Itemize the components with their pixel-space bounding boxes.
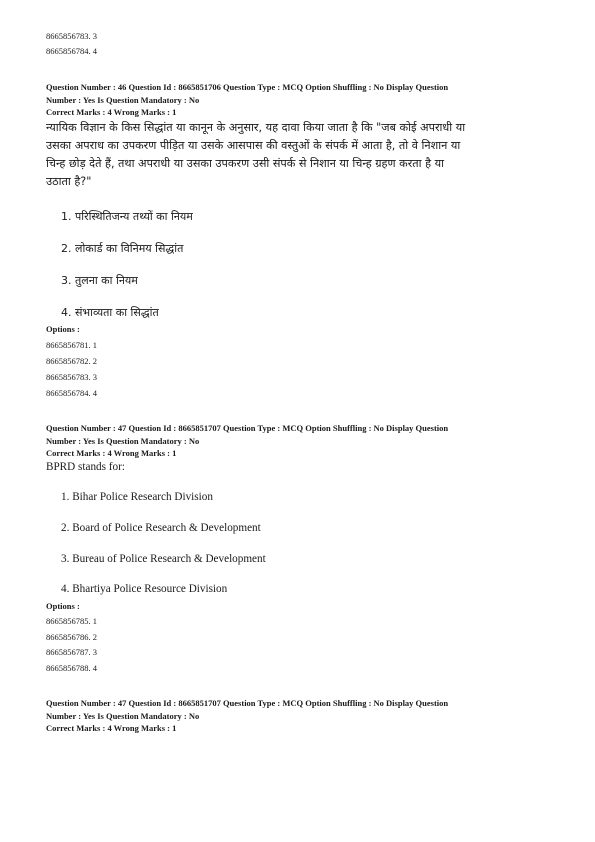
question-marks: Correct Marks : 4 Wrong Marks : 1 bbox=[46, 107, 177, 118]
option-id: 8665856783. 3 bbox=[46, 372, 97, 382]
question-text-line: न्यायिक विज्ञान के किस सिद्धांत या कानून के अनुसार, यह दावा किया जाता है कि "जब कोई अपराधी या bbox=[46, 121, 466, 134]
question-marks: Correct Marks : 4 Wrong Marks : 1 bbox=[46, 448, 177, 459]
question-marks: Correct Marks : 4 Wrong Marks : 1 bbox=[46, 723, 177, 734]
option-item: 2. Board of Police Research & Development bbox=[61, 522, 261, 534]
option-item: 3. Bureau of Police Research & Development bbox=[61, 553, 266, 565]
prev-option-id: 8665856784. 4 bbox=[46, 46, 97, 56]
option-item: 4. संभाव्यता का सिद्धांत bbox=[61, 306, 159, 319]
option-id: 8665856782. 2 bbox=[46, 356, 97, 366]
options-label: Options : bbox=[46, 601, 80, 611]
option-id: 8665856787. 3 bbox=[46, 647, 97, 657]
question-meta bbox=[46, 697, 556, 735]
option-item: 2. लोकार्ड का विनिमय सिद्धांत bbox=[61, 242, 184, 255]
question-text-line: चिन्ह छोड़ देते हैं, तथा अपराधी या उसका उपकरण उसी संपर्क से निशान या चिन्ह ग्रहण करता है या bbox=[46, 157, 444, 170]
question-meta bbox=[46, 422, 556, 460]
question-meta-line: Number : Yes Is Question Mandatory : No bbox=[46, 94, 200, 105]
question-meta-line: Number : Yes Is Question Mandatory : No bbox=[46, 435, 200, 446]
option-item: 3. तुलना का नियम bbox=[61, 274, 138, 287]
question-meta bbox=[46, 81, 556, 119]
question-meta-line: Question Number : 47 Question Id : 8665851707 Question Type : MCQ Option Shuffling : No Display Question bbox=[46, 698, 449, 708]
option-id: 8665856784. 4 bbox=[46, 388, 97, 398]
question-text bbox=[46, 119, 566, 191]
question-text-line: उसका अपराध का उपकरण पीड़ित या उसके आसपास की वस्तुओं के संपर्क में आता है, तो वे निशान या bbox=[46, 139, 461, 152]
option-id: 8665856788. 4 bbox=[46, 663, 97, 673]
option-id: 8665856786. 2 bbox=[46, 632, 97, 642]
option-item: 1. परिस्थितिजन्य तथ्यों का नियम bbox=[61, 210, 193, 223]
options-label: Options : bbox=[46, 324, 80, 334]
option-item: 1. Bihar Police Research Division bbox=[61, 491, 213, 503]
option-id: 8665856781. 1 bbox=[46, 340, 97, 350]
option-id: 8665856785. 1 bbox=[46, 616, 97, 626]
question-text: BPRD stands for: bbox=[46, 461, 125, 473]
prev-option-id: 8665856783. 3 bbox=[46, 31, 97, 41]
option-item: 4. Bhartiya Police Resource Division bbox=[61, 583, 228, 595]
question-meta-line: Question Number : 46 Question Id : 8665851706 Question Type : MCQ Option Shuffling : No Display Question bbox=[46, 82, 449, 92]
question-text-line: उठाता है?" bbox=[46, 175, 92, 188]
question-meta-line: Question Number : 47 Question Id : 8665851707 Question Type : MCQ Option Shuffling : No Display Question bbox=[46, 423, 449, 433]
question-meta-line: Number : Yes Is Question Mandatory : No bbox=[46, 710, 200, 721]
